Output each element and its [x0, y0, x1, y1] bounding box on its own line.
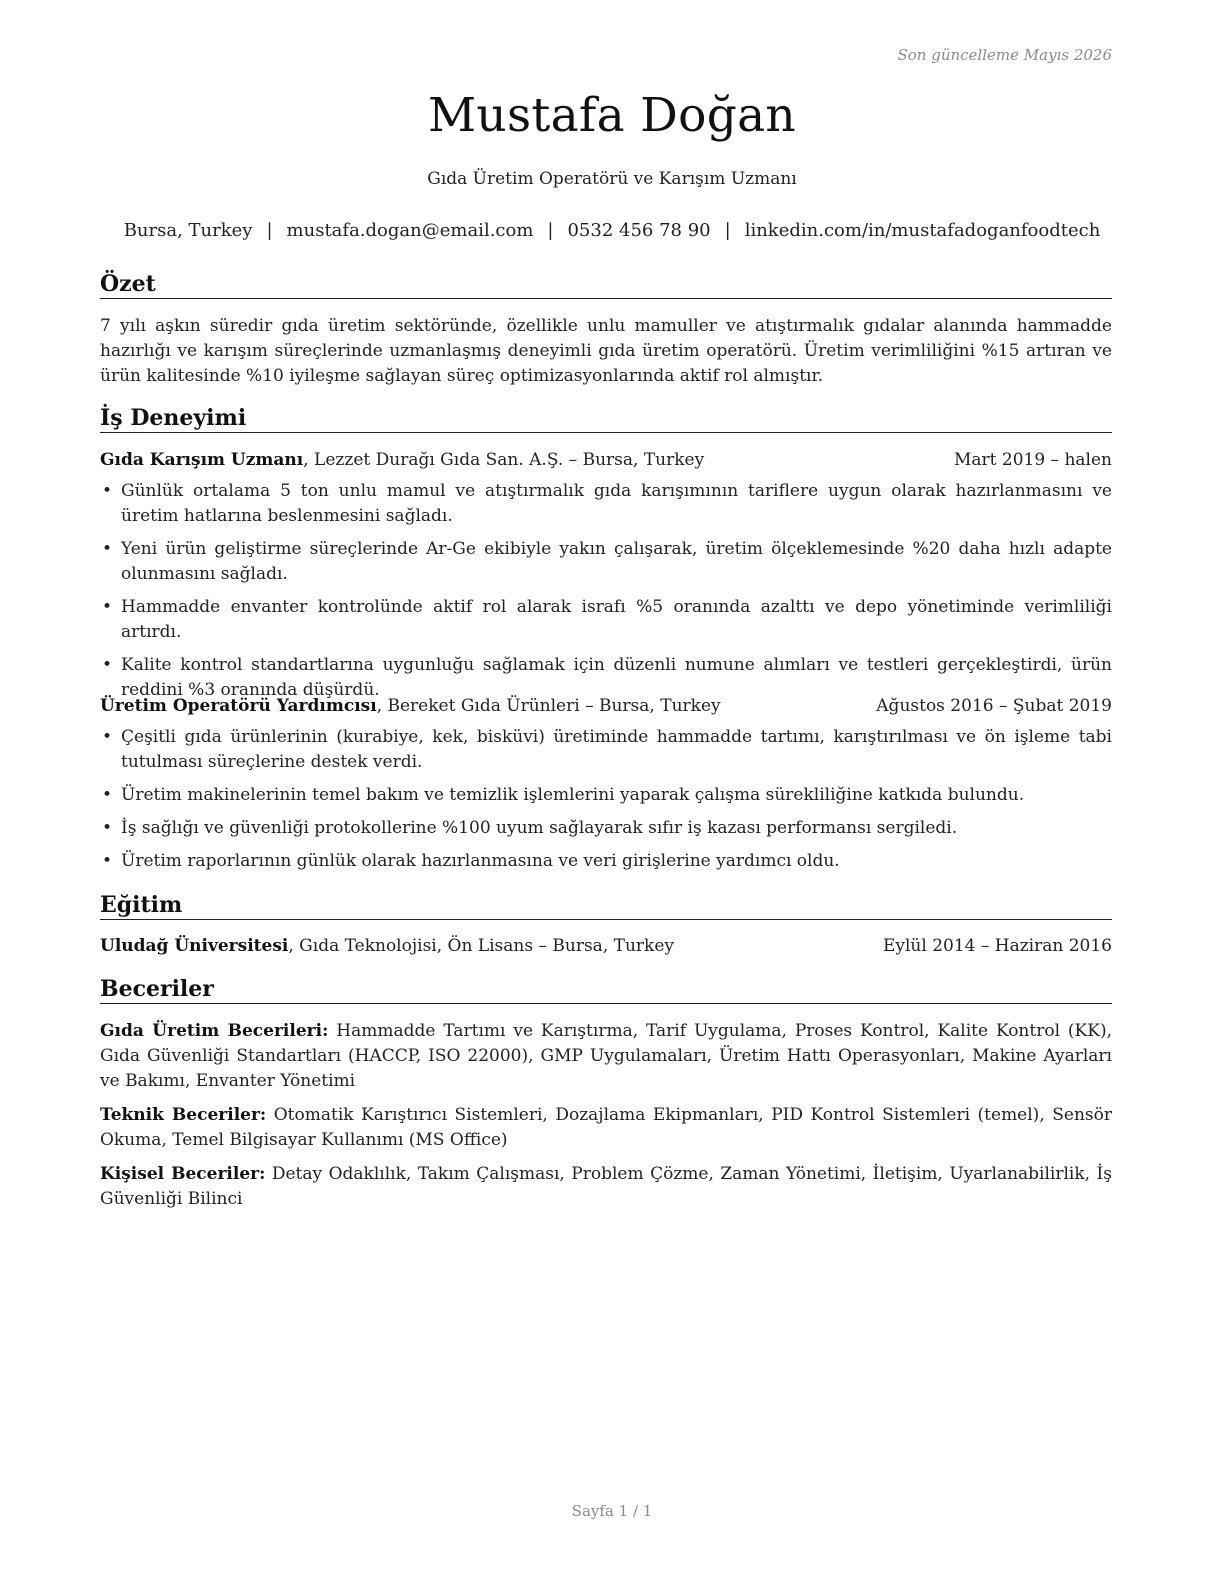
candidate-title: Gıda Üretim Operatörü ve Karışım Uzmanı	[427, 169, 797, 189]
job-header	[100, 450, 1112, 470]
job-company: , Lezzet Durağı Gıda San. A.Ş. – Bursa, Turkey	[303, 450, 705, 470]
skill-label: Kişisel Beceriler:	[100, 1164, 266, 1184]
candidate-name: Mustafa Doğan	[427, 88, 797, 143]
skill-group	[100, 1162, 1112, 1212]
job-header	[100, 696, 1112, 716]
contact-separator: |	[266, 220, 273, 241]
skill-group	[100, 1019, 1112, 1094]
job-title: Gıda Karışım Uzmanı	[100, 450, 304, 470]
skill-text: Detay Odaklılık, Takım Çalışması, Problem Çözme, Zaman Yönetimi, İletişim, Uyarlanabilirlik, İş Güvenliği Bilinci	[100, 1164, 1112, 1209]
contact-location: Bursa, Turkey	[123, 220, 253, 241]
contact-separator: |	[724, 220, 731, 241]
contact-linkedin[interactable]: linkedin.com/in/mustafadoganfoodtech	[744, 220, 1101, 241]
section-title-experience: İş Deneyimi	[100, 405, 1112, 433]
skill-text: Otomatik Karıştırıcı Sistemleri, Dozajlama Ekipmanları, PID Kontrol Sistemleri (temel), Sensör Okuma, Temel Bilgisayar Kullanımı (MS Office)	[100, 1105, 1112, 1150]
job-title: Üretim Operatörü Yardımcısı	[100, 696, 377, 716]
contact-phone[interactable]: 0532 456 78 90	[567, 220, 711, 241]
list-item: • Hammadde envanter kontrolünde aktif rol alarak israfı %5 oranında azalttı ve depo yönetiminde verimliliği artırdı.	[100, 595, 1112, 645]
list-item: • Yeni ürün geliştirme süreçlerinde Ar-Ge ekibiyle yakın çalışarak, üretim ölçeklemesinde %20 daha hızlı adapte olunmasını sağladı.	[100, 537, 1112, 587]
section-title-education: Eğitim	[100, 892, 1112, 920]
page-number: Sayfa 1 / 1	[571, 1502, 653, 1520]
contact-separator: |	[547, 220, 554, 241]
list-item: • Kalite kontrol standartlarına uygunluğu sağlamak için düzenli numune alımları ve testleri gerçekleştirdi, ürün reddini %3 oranında düşürdü.	[100, 653, 1112, 703]
education-detail: , Gıda Teknolojisi, Ön Lisans – Bursa, Turkey	[288, 936, 675, 956]
section-title-summary: Özet	[100, 271, 1112, 299]
contact-email[interactable]: mustafa.dogan@email.com	[286, 220, 534, 241]
education-dates: Eylül 2014 – Haziran 2016	[882, 936, 1112, 956]
education-entry	[100, 936, 1112, 956]
contact-line	[0, 220, 1224, 241]
skill-text: Hammadde Tartımı ve Karıştırma, Tarif Uygulama, Proses Kontrol, Kalite Kontrol (KK), Gıda Güvenliği Standartları (HACCP, ISO 22000), GMP Uygulamaları, Üretim Hattı Operasyonları, Makine Ayarları ve Bakımı, Envanter Yönetimi	[100, 1021, 1112, 1091]
education-school: Uludağ Üniversitesi	[100, 936, 289, 956]
list-item: • Çeşitli gıda ürünlerinin (kurabiye, kek, bisküvi) üretiminde hammadde tartımı, karıştırılması ve ön işleme tabi tutulması süreçlerine destek verdi.	[100, 725, 1112, 775]
list-item: • Üretim raporlarının günlük olarak hazırlanmasına ve veri girişlerine yardımcı oldu.	[100, 849, 1112, 874]
list-item: • Üretim makinelerinin temel bakım ve temizlik işlemlerini yaparak çalışma sürekliliğine katkıda bulundu.	[100, 783, 1112, 808]
job-dates: Mart 2019 – halen	[953, 450, 1112, 470]
last-updated: Son güncelleme Mayıs 2026	[897, 46, 1112, 64]
job-bullets	[100, 725, 1112, 882]
summary-text: 7 yılı aşkın süredir gıda üretim sektöründe, özellikle unlu mamuller ve atıştırmalık gıdalar alanında hammadde hazırlığı ve karışım süreçlerinde uzmanlaşmış deneyimli gıda üretim operatörü. Üretim verimliliğini %15 artıran ve ürün kalitesinde %10 iyileşme sağlayan süreç optimizasyonlarında aktif rol almıştır.	[100, 316, 1112, 386]
section-title-skills: Beceriler	[100, 976, 1112, 1004]
list-item: • Günlük ortalama 5 ton unlu mamul ve atıştırmalık gıda karışımının tariflere uygun olarak hazırlanmasını ve üretim hatlarına beslenmesini sağladı.	[100, 479, 1112, 529]
job-bullets	[100, 479, 1112, 711]
skill-group	[100, 1103, 1112, 1153]
skill-label: Teknik Beceriler:	[100, 1105, 267, 1125]
job-dates: Ağustos 2016 – Şubat 2019	[876, 696, 1112, 716]
job-company: , Bereket Gıda Ürünleri – Bursa, Turkey	[376, 696, 721, 716]
skill-label: Gıda Üretim Becerileri:	[100, 1021, 329, 1041]
list-item: • İş sağlığı ve güvenliği protokollerine %100 uyum sağlayarak sıfır iş kazası performansı sergiledi.	[100, 816, 1112, 841]
